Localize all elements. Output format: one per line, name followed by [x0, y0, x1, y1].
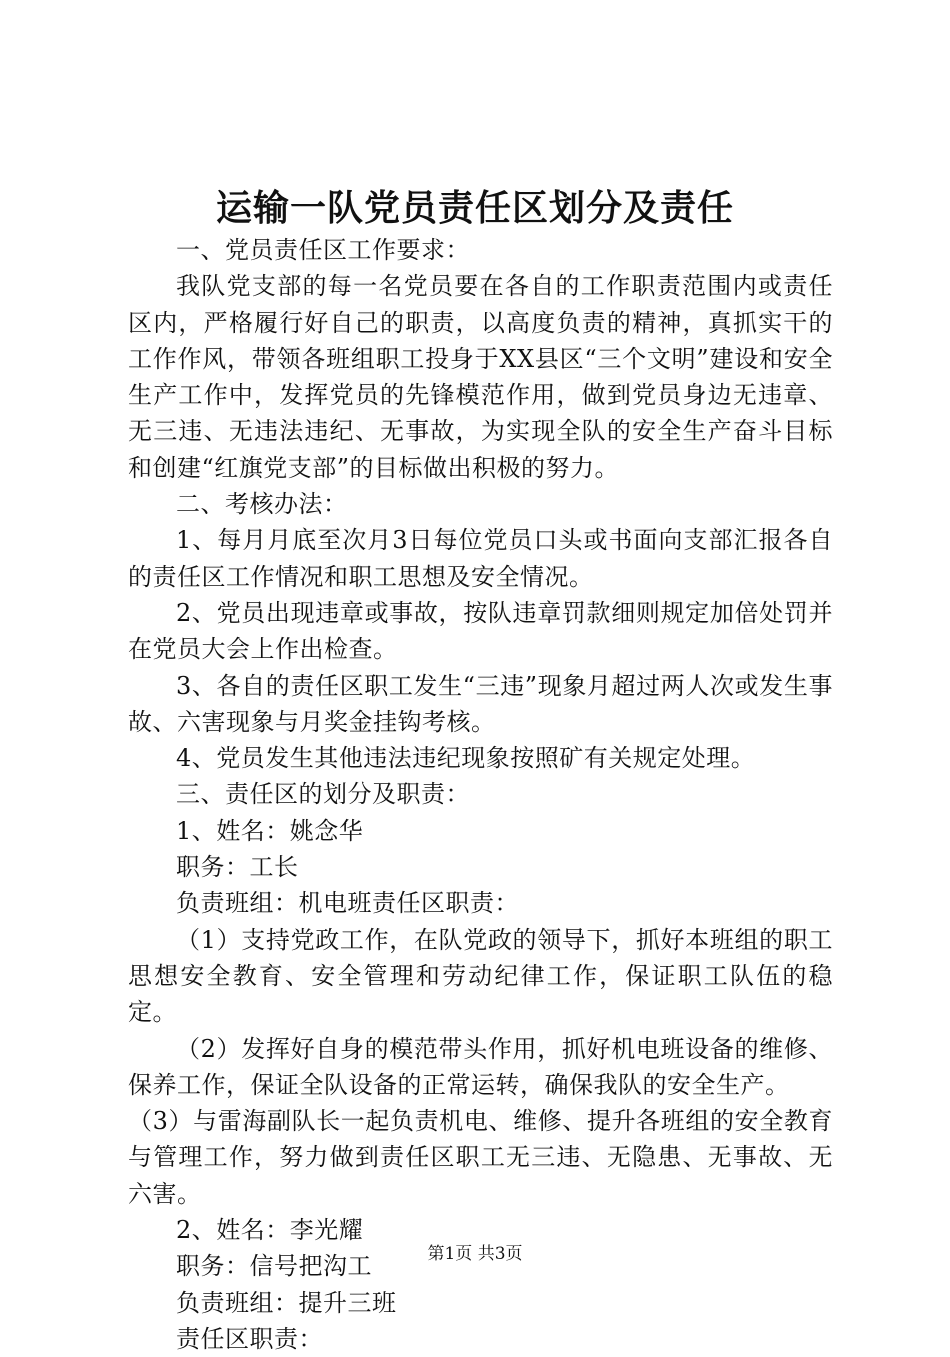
paragraph: 职务：信号把沟工 — [176, 1252, 372, 1281]
paragraph: 1、姓名：姚念华 — [176, 816, 364, 845]
paragraph: 二、考核办法： — [176, 490, 348, 519]
paragraph: 我队党支部的每一名党员要在各自的工作职责范围内或责任区内，严格履行好自己的职责，以高度负责的精神，真抓实干的工作作风，带领各班组职工投身于XX县区“三个文明”建设和安全生产工作中，发挥党员的先锋模范作用，做到党员身边无违章、无三违、无违法违纪、无事故，为实现全队的安全生产奋斗目标和创建“红旗党支部”的目标做出积极的努力。 — [128, 272, 833, 482]
paragraph: 负责班组：机电班责任区职责： — [176, 889, 519, 918]
document-title: 运输一队党员责任区划分及责任 — [215, 187, 734, 229]
paragraph: 责任区职责： — [176, 1324, 323, 1353]
paragraph: 职务：工长 — [176, 853, 299, 882]
page-footer: 第1页 共3页 — [427, 1244, 523, 1264]
paragraph: 4、党员发生其他违法违纪现象按照矿有关规定处理。 — [176, 744, 756, 773]
paragraph: 三、责任区的划分及职责： — [176, 780, 470, 809]
paragraph: 2、姓名：李光耀 — [176, 1216, 364, 1245]
document-body — [128, 232, 833, 1357]
paragraph: 一、党员责任区工作要求： — [176, 236, 470, 264]
paragraph: 2、党员出现违章或事故，按队违章罚款细则规定加倍处罚并在党员大会上作出检查。 — [128, 598, 833, 664]
paragraph: 1、每月月底至次月3日每位党员口头或书面向支部汇报各自的责任区工作情况和职工思想及安全情况。 — [128, 526, 833, 591]
paragraph: （2）发挥好自身的模范带头作用，抓好机电班设备的维修、保养工作，保证全队设备的正常运转，确保我队的安全生产。 — [128, 1034, 833, 1099]
paragraph: （3）与雷海副队长一起负责机电、维修、提升各班组的安全教育与管理工作，努力做到责任区职工无三违、无隐患、无事故、无六害。 — [128, 1107, 833, 1208]
paragraph: 负责班组：提升三班 — [176, 1288, 397, 1317]
paragraph: 3、各自的责任区职工发生“三违”现象月超过两人次或发生事故、六害现象与月奖金挂钩考核。 — [128, 671, 833, 736]
paragraph: （1）支持党政工作，在队党政的领导下，抓好本班组的职工思想安全教育、安全管理和劳动纪律工作，保证职工队伍的稳定。 — [128, 925, 833, 1027]
